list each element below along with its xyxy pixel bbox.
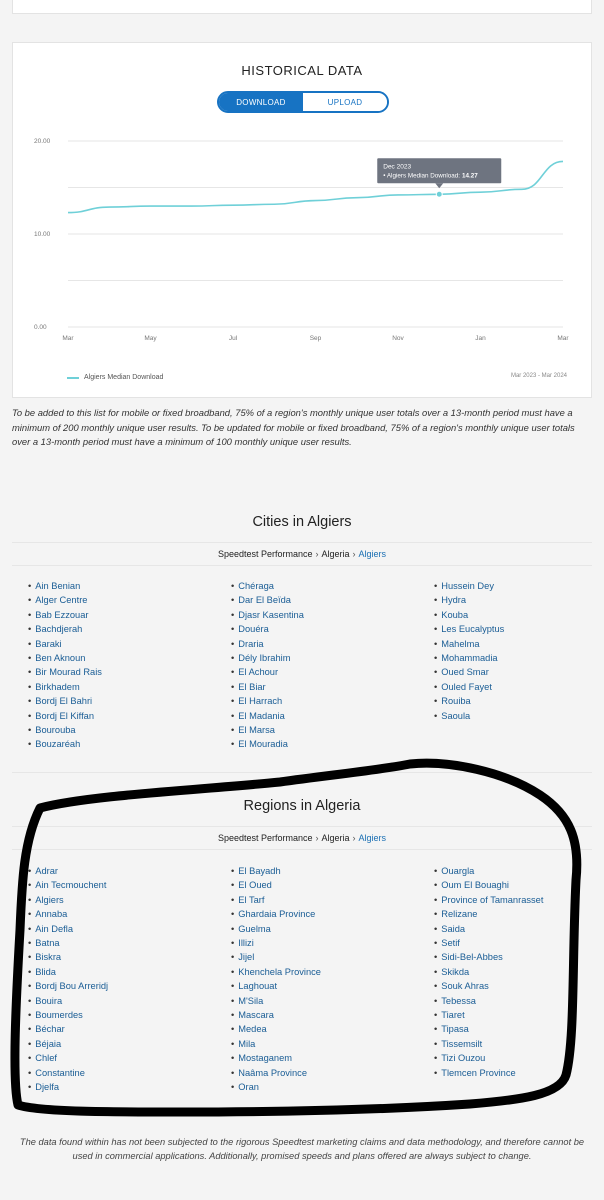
tooltip-label — [383, 172, 478, 179]
region-link[interactable]: • Biskra — [28, 950, 231, 964]
chevron-right-icon: › — [315, 549, 319, 559]
city-link[interactable]: • Djasr Kasentina — [231, 608, 434, 622]
region-link[interactable]: • Béjaia — [28, 1037, 231, 1051]
line-chart[interactable] — [13, 127, 593, 357]
chevron-right-icon: › — [352, 549, 356, 559]
regions-list — [28, 864, 588, 1095]
regions-title: Regions in Algeria — [243, 798, 361, 814]
city-link[interactable]: • Mahelma — [434, 637, 604, 651]
city-link[interactable]: • Oued Smar — [434, 665, 604, 679]
x-tick-label: Jul — [228, 335, 238, 342]
region-link[interactable]: • Naâma Province — [231, 1066, 434, 1080]
region-link[interactable]: • Boumerdes — [28, 1008, 231, 1022]
chart-tooltip — [377, 158, 501, 188]
city-link[interactable]: • Ain Benian — [28, 579, 231, 593]
x-tick-label: Nov — [392, 335, 404, 342]
hover-point[interactable] — [436, 191, 442, 197]
region-link[interactable]: • Laghouat — [231, 979, 434, 993]
region-link[interactable]: • Guelma — [231, 922, 434, 936]
city-column — [434, 579, 604, 752]
region-link[interactable]: • Ain Defla — [28, 922, 231, 936]
region-link[interactable]: • El Oued — [231, 878, 434, 892]
region-link[interactable]: • Béchar — [28, 1022, 231, 1036]
city-link[interactable]: • Bachdjerah — [28, 622, 231, 636]
chevron-right-icon: › — [315, 833, 319, 843]
x-tick-label: Jan — [475, 335, 486, 342]
breadcrumb-country[interactable]: Algeria — [321, 833, 350, 843]
region-link[interactable]: • Tissemsilt — [434, 1037, 604, 1051]
city-link[interactable]: • El Mouradia — [231, 737, 434, 751]
section-divider — [12, 772, 592, 773]
region-link[interactable]: • M'Sila — [231, 994, 434, 1008]
city-link[interactable]: • El Achour — [231, 665, 434, 679]
y-tick-label: 10.00 — [34, 231, 51, 238]
region-link[interactable]: • Tizi Ouzou — [434, 1051, 604, 1065]
cities-list — [28, 579, 588, 752]
city-link[interactable]: • Dély Ibrahim — [231, 651, 434, 665]
y-tick-label: 0.00 — [34, 324, 47, 331]
city-link[interactable]: • Bordj El Bahri — [28, 694, 231, 708]
region-link[interactable]: • El Bayadh — [231, 864, 434, 878]
city-link[interactable]: • Alger Centre — [28, 593, 231, 607]
breadcrumb-root[interactable]: Speedtest Performance — [217, 549, 313, 559]
regions-breadcrumb — [12, 826, 592, 850]
region-column — [28, 864, 231, 1095]
city-column — [231, 579, 434, 752]
region-link[interactable]: • Djelfa — [28, 1080, 231, 1094]
region-link[interactable]: • Tiaret — [434, 1008, 604, 1022]
region-link[interactable]: • Annaba — [28, 907, 231, 921]
chart-legend[interactable] — [67, 374, 163, 381]
x-tick-label: Mar — [557, 335, 569, 342]
x-tick-label: May — [144, 335, 157, 342]
region-link[interactable]: • Tebessa — [434, 994, 604, 1008]
region-link[interactable]: • Bouira — [28, 994, 231, 1008]
city-link[interactable]: • Bordj El Kiffan — [28, 709, 231, 723]
city-link[interactable]: • Dar El Beïda — [231, 593, 434, 607]
chevron-right-icon: › — [352, 833, 356, 843]
tooltip-series-label: • Algiers Median Download: — [383, 172, 461, 180]
region-link[interactable]: • Batna — [28, 936, 231, 950]
city-link[interactable]: • Chéraga — [231, 579, 434, 593]
region-link[interactable]: • Adrar — [28, 864, 231, 878]
region-link[interactable]: • Skikda — [434, 965, 604, 979]
breadcrumb-country[interactable]: Algeria — [321, 549, 350, 559]
region-link[interactable]: • Province of Tamanrasset — [434, 893, 604, 907]
breadcrumb-current[interactable]: Algiers — [358, 549, 387, 559]
cities-title: Cities in Algiers — [252, 514, 352, 530]
city-link[interactable]: • Les Eucalyptus — [434, 622, 604, 636]
download-tab[interactable]: DOWNLOAD — [219, 93, 303, 111]
region-link[interactable]: • Setif — [434, 936, 604, 950]
city-link[interactable]: • El Harrach — [231, 694, 434, 708]
region-link[interactable]: • Tlemcen Province — [434, 1066, 604, 1080]
city-link[interactable]: • Rouiba — [434, 694, 604, 708]
city-link[interactable]: • Bourouba — [28, 723, 231, 737]
region-link[interactable]: • Medea — [231, 1022, 434, 1036]
city-link[interactable]: • Birkhadem — [28, 680, 231, 694]
region-column — [231, 864, 434, 1095]
tooltip-box — [377, 158, 501, 183]
region-link[interactable]: • Khenchela Province — [231, 965, 434, 979]
region-link[interactable]: • Relizane — [434, 907, 604, 921]
city-link[interactable]: • Hussein Dey — [434, 579, 604, 593]
region-link[interactable]: • Ouargla — [434, 864, 604, 878]
date-range: Mar 2023 - Mar 2024 — [510, 373, 567, 379]
city-link[interactable]: • Kouba — [434, 608, 604, 622]
download-upload-toggle[interactable] — [217, 91, 389, 113]
region-link[interactable]: • Mila — [231, 1037, 434, 1051]
breadcrumb-root[interactable]: Speedtest Performance — [217, 833, 313, 843]
city-link[interactable]: • Ouled Fayet — [434, 680, 604, 694]
region-link[interactable]: • Illizi — [231, 936, 434, 950]
city-link[interactable]: • Ben Aknoun — [28, 651, 231, 665]
region-link[interactable]: • Ghardaia Province — [231, 907, 434, 921]
region-link[interactable]: • Blida — [28, 965, 231, 979]
city-link[interactable]: • Hydra — [434, 593, 604, 607]
region-link[interactable]: • Jijel — [231, 950, 434, 964]
upload-tab[interactable]: UPLOAD — [303, 93, 387, 111]
chart-title: HISTORICAL DATA — [241, 63, 363, 78]
region-link[interactable]: • Constantine — [28, 1066, 231, 1080]
cities-breadcrumb — [12, 542, 592, 566]
region-link[interactable]: • Saida — [434, 922, 604, 936]
eligibility-note: To be added to this list for mobile or fixed broadband, 75% of a region's monthly unique user totals over a 13-month period must have a minimum of 200 monthly unique user results. To be updated for mobile or fixed broadband, 75% of a region's monthly unique user totals over a 13-month period must have a minimum of 100 monthly unique user results. — [12, 407, 575, 448]
city-link[interactable]: • Douéra — [231, 622, 434, 636]
region-link[interactable]: • Bordj Bou Arreridj — [28, 979, 231, 993]
region-link[interactable]: • Chlef — [28, 1051, 231, 1065]
legend-swatch — [67, 377, 79, 379]
y-tick-label: 20.00 — [34, 138, 51, 145]
tooltip-date: Dec 2023 — [383, 163, 412, 171]
x-tick-label: Sep — [309, 335, 322, 342]
city-link[interactable]: • El Madania — [231, 709, 434, 723]
city-link[interactable]: • Bir Mourad Rais — [28, 665, 231, 679]
city-column — [28, 579, 231, 752]
city-link[interactable]: • Mohammadia — [434, 651, 604, 665]
legend-label: Algiers Median Download — [84, 374, 164, 381]
disclaimer-footer: The data found within has not been subjected to the rigorous Speedtest marketing claims and data methodology, and therefore cannot be used in commercial applications. Additionally, promised speeds and plans offered are always subject to change. — [19, 1137, 585, 1161]
breadcrumb-current[interactable]: Algiers — [358, 833, 387, 843]
city-link[interactable]: • Bab Ezzouar — [28, 608, 231, 622]
region-link[interactable]: • Mascara — [231, 1008, 434, 1022]
historical-data-card — [12, 42, 592, 398]
region-link[interactable]: • Souk Ahras — [434, 979, 604, 993]
region-link[interactable]: • Oum El Bouaghi — [434, 878, 604, 892]
tooltip-value: 14.27 — [462, 172, 478, 180]
region-link[interactable]: • Oran — [231, 1080, 434, 1094]
region-link[interactable]: • Mostaganem — [231, 1051, 434, 1065]
region-link[interactable]: • Algiers — [28, 893, 231, 907]
region-link[interactable]: • Tipasa — [434, 1022, 604, 1036]
city-link[interactable]: • El Marsa — [231, 723, 434, 737]
city-link[interactable]: • Bouzaréah — [28, 737, 231, 751]
city-link[interactable]: • Saoula — [434, 709, 604, 723]
previous-card — [12, 0, 592, 14]
city-link[interactable]: • El Biar — [231, 680, 434, 694]
city-link[interactable]: • Draria — [231, 637, 434, 651]
x-tick-label: Mar — [62, 335, 74, 342]
region-link[interactable]: • Sidi-Bel-Abbes — [434, 950, 604, 964]
region-link[interactable]: • Ain Tecmouchent — [28, 878, 231, 892]
region-link[interactable]: • El Tarf — [231, 893, 434, 907]
city-link[interactable]: • Baraki — [28, 637, 231, 651]
region-column — [434, 864, 604, 1095]
